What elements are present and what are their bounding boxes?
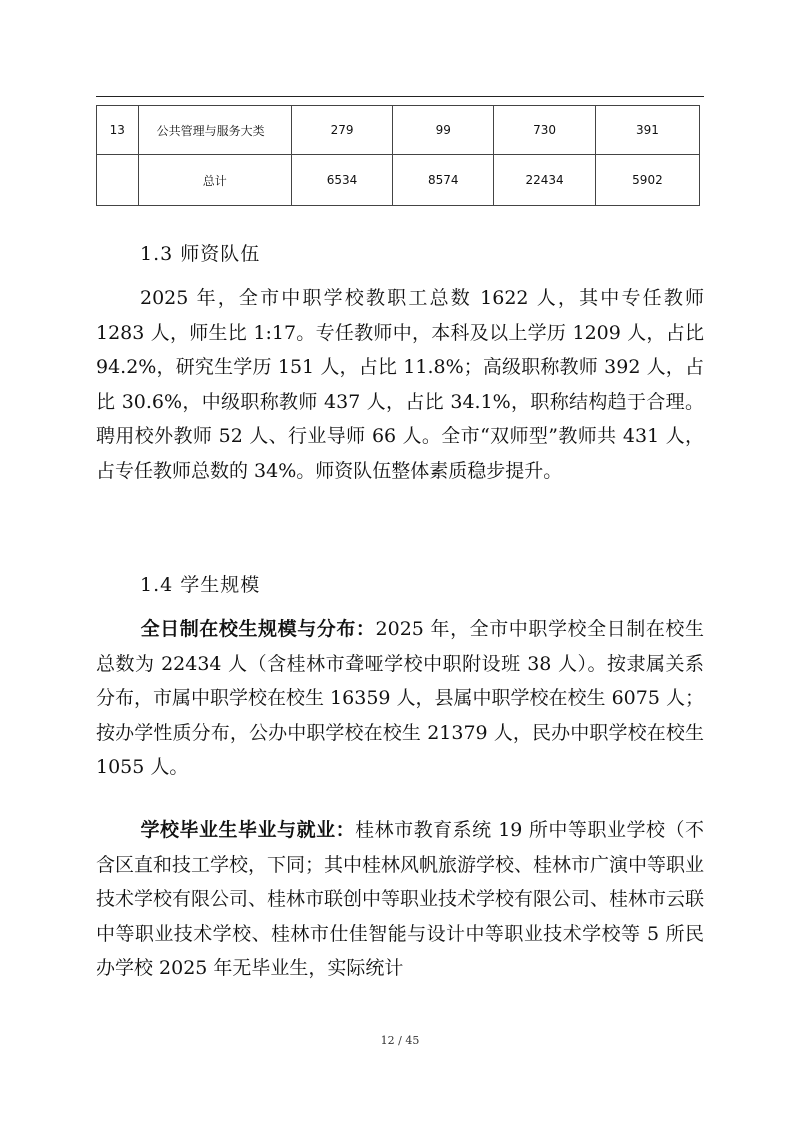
table-cell-index: 13 bbox=[97, 106, 139, 155]
table-cell-value: 730 bbox=[494, 106, 596, 155]
paragraph-text: 2025 年，全市中职学校教职工总数 1622 人，其中专任教师 1283 人，师生比 1:17。专任教师中，本科及以上学历 1209 人，占比 94.2%，研究生学历 151 人，占比 11.8%；高级职称教师 392 人，占比 30.6%，中级职称教师 437 人，占比 34.1%，职称结构趋于合理。聘用校外教师 52 人、行业导师 66 人。全市“双师型”教师共 431 人，占专任教师总数的 34%。师资队伍整体素质稳步提升。 bbox=[96, 287, 704, 482]
page-number: 12 / 45 bbox=[380, 1034, 420, 1047]
paragraph-lead: 全日制在校生规模与分布： bbox=[140, 618, 376, 640]
table-cell-value: 22434 bbox=[494, 155, 596, 206]
table-cell-value: 99 bbox=[393, 106, 494, 155]
table-row bbox=[97, 106, 700, 155]
table-cell-value: 5902 bbox=[595, 155, 699, 206]
table-cell-value: 279 bbox=[291, 106, 392, 155]
table-cell-index bbox=[97, 155, 139, 206]
paragraph-graduates bbox=[96, 813, 704, 986]
header-rule bbox=[96, 96, 704, 97]
data-table bbox=[96, 105, 700, 206]
paragraph-enrollment bbox=[96, 612, 704, 785]
table-cell-category: 公共管理与服务大类 bbox=[138, 106, 291, 155]
paragraph-text: 桂林市教育系统 19 所中等职业学校（不含区直和技工学校，下同；其中桂林风帆旅游学校、桂林市广演中等职业技术学校有限公司、桂林市联创中等职业技术学校有限公司、桂林市云联中等职业技术学校、桂林市仕佳智能与设计中等职业技术学校等 5 所民办学校 2025 年无毕业生，实际统计 bbox=[96, 819, 705, 979]
table-cell-value: 8574 bbox=[393, 155, 494, 206]
paragraph-lead: 学校毕业生毕业与就业： bbox=[140, 819, 356, 841]
table-cell-category: 总计 bbox=[138, 155, 291, 206]
section-heading-1-3: 1.3 师资队伍 bbox=[140, 243, 261, 265]
table-cell-value: 6534 bbox=[291, 155, 392, 206]
section-heading-1-4: 1.4 学生规模 bbox=[140, 574, 261, 596]
paragraph-teachers bbox=[96, 281, 704, 488]
table-row-total bbox=[97, 155, 700, 206]
paragraph-text: 2025 年，全市中职学校全日制在校生总数为 22434 人（含桂林市聋哑学校中职附设班 38 人）。按隶属关系分布，市属中职学校在校生 16359 人，县属中职学校在校生 6075 人；按办学性质分布，公办中职学校在校生 21379 人，民办中职学校在校生 1055 人。 bbox=[96, 618, 704, 778]
table-cell-value: 391 bbox=[595, 106, 699, 155]
